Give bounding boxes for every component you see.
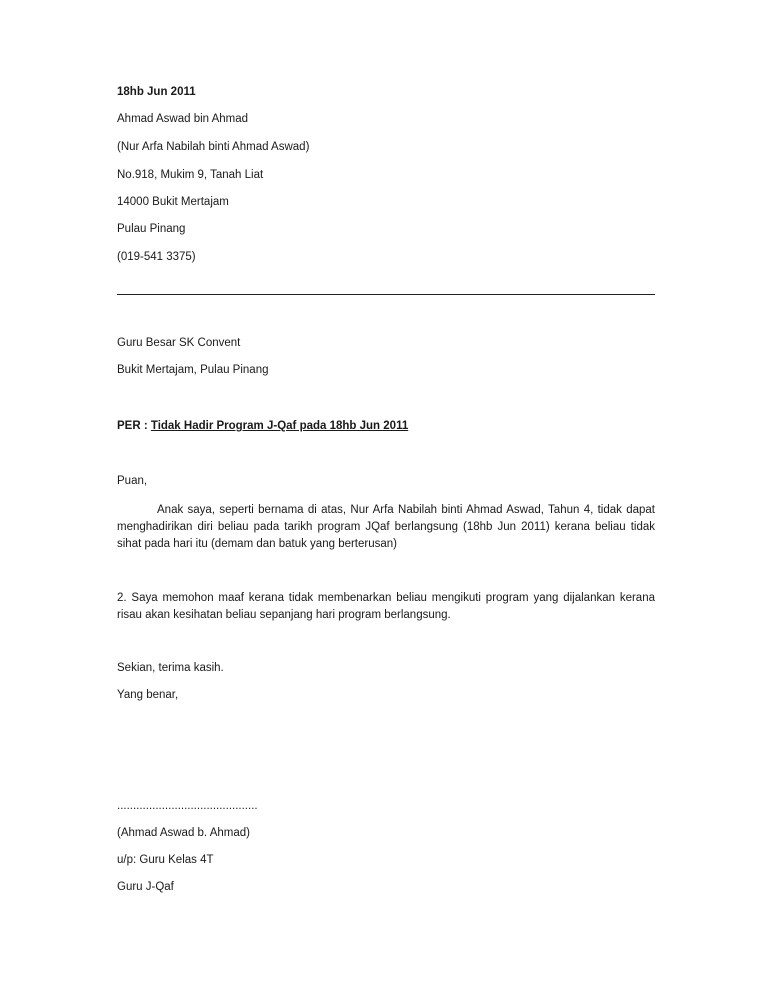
signature-name: (Ahmad Aswad b. Ahmad) xyxy=(117,827,250,839)
sender-child-name: (Nur Arfa Nabilah binti Ahmad Aswad) xyxy=(117,141,310,153)
body-paragraph-1: Anak saya, seperti bernama di atas, Nur Arfa Nabilah binti Ahmad Aswad, Tahun 4, tidak dapat menghadirikan diri beliau pada tarikh program JQaf berlangsung (18hb Jun 2011) kerana beliau tidak sihat pada hari itu (demam dan batuk yang berterusan) xyxy=(117,504,655,550)
subject-line xyxy=(117,419,408,433)
subject-prefix: PER : xyxy=(117,420,151,432)
letter-date: 18hb Jun 2011 xyxy=(117,86,196,98)
sender-address-line1: No.918, Mukim 9, Tanah Liat xyxy=(117,169,264,181)
recipient-title: Guru Besar SK Convent xyxy=(117,337,241,349)
cc-line-1: u/p: Guru Kelas 4T xyxy=(117,854,214,866)
sender-address-line3: Pulau Pinang xyxy=(117,223,186,235)
salutation: Puan, xyxy=(117,475,148,487)
sender-address-line2: 14000 Bukit Mertajam xyxy=(117,196,229,208)
signoff-line: Yang benar, xyxy=(117,689,179,701)
header-divider xyxy=(117,294,655,295)
recipient-address: Bukit Mertajam, Pulau Pinang xyxy=(117,364,269,376)
subject-text: Tidak Hadir Program J-Qaf pada 18hb Jun 2011 xyxy=(150,420,409,432)
signature-dotted-line: ............................................ xyxy=(117,800,258,812)
cc-line-2: Guru J-Qaf xyxy=(117,881,174,893)
sender-phone: (019-541 3375) xyxy=(117,251,196,263)
closing-line: Sekian, terima kasih. xyxy=(117,662,224,674)
sender-name: Ahmad Aswad bin Ahmad xyxy=(117,113,249,125)
body-paragraph-2: 2. Saya memohon maaf kerana tidak membenarkan beliau mengikuti program yang dijalankan kerana risau akan kesihatan beliau sepanjang hari program berlangsung. xyxy=(117,592,655,621)
